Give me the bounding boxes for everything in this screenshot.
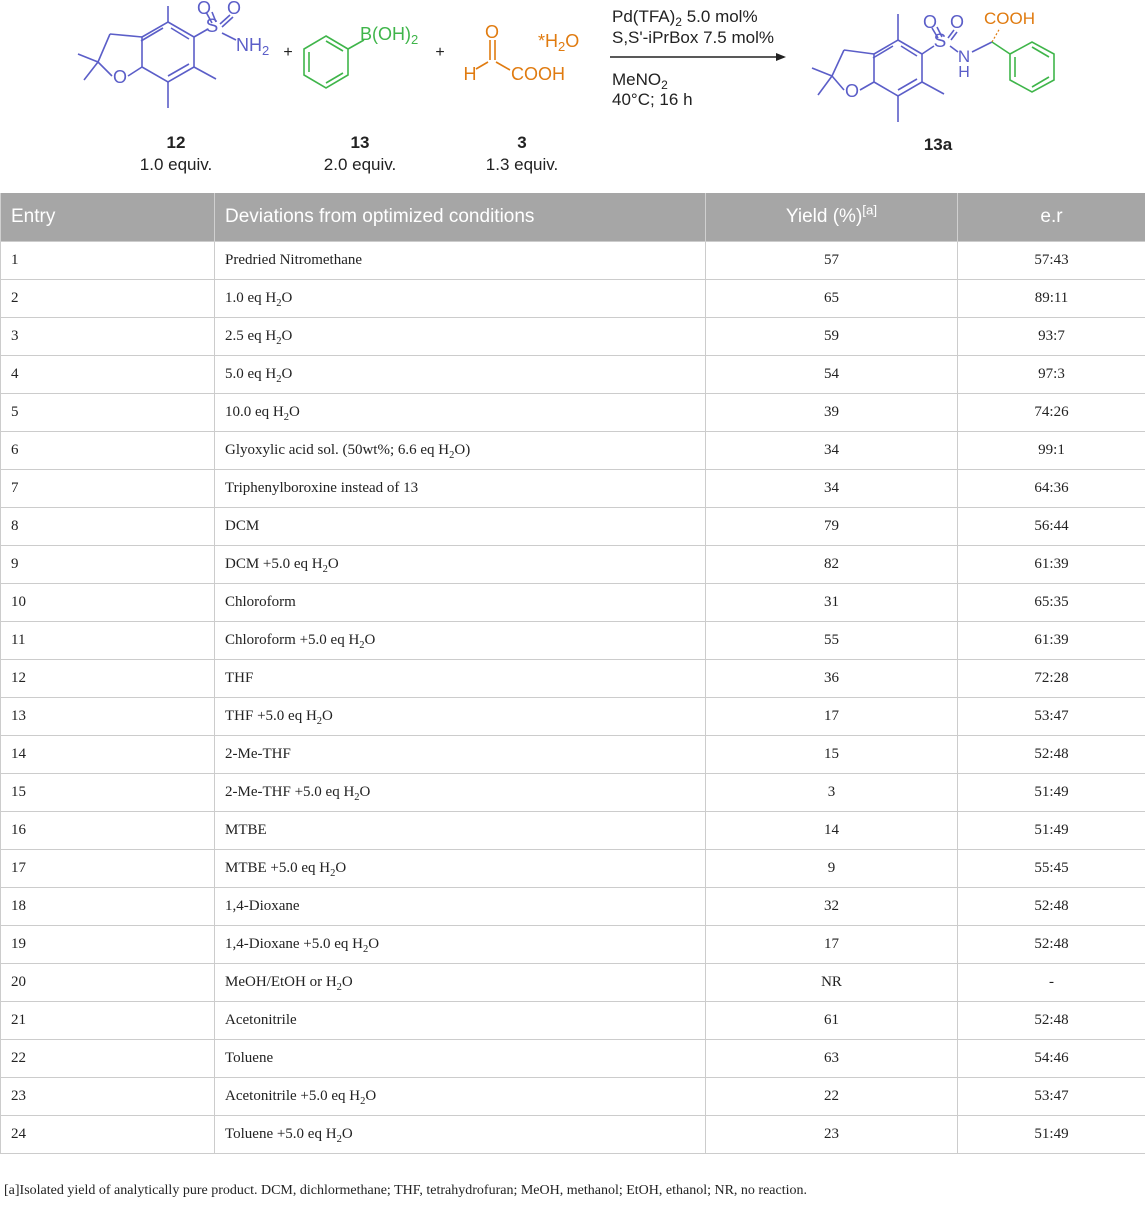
table-row (1, 964, 1145, 1002)
table-row (1, 508, 1145, 546)
cell-er: 54:46 (958, 1040, 1145, 1078)
cell-deviation: Chloroform (215, 584, 706, 622)
plus-sign-2: + (435, 44, 445, 61)
cell-er: 57:43 (958, 242, 1145, 280)
cell-yield: 59 (706, 318, 958, 356)
cell-yield: 17 (706, 926, 958, 964)
product-ring-oxygen: O (844, 81, 860, 101)
cell-deviation: 1,4-Dioxane (215, 888, 706, 926)
cell-yield: 61 (706, 1002, 958, 1040)
compound-3-structure (476, 40, 510, 70)
table-row (1, 394, 1145, 432)
cell-entry: 21 (1, 1002, 215, 1040)
reaction-scheme-drawing (0, 0, 1145, 190)
cell-deviation: 1.0 eq $H_2O$ (215, 280, 706, 318)
cell-yield: 55 (706, 622, 958, 660)
cell-yield: 82 (706, 546, 958, 584)
conditions-table (0, 193, 1145, 1154)
product-oxygen-1: O (922, 12, 938, 32)
cell-entry: 12 (1, 660, 215, 698)
cell-entry: 8 (1, 508, 215, 546)
compound-13-structure (304, 36, 364, 88)
cell-yield: 39 (706, 394, 958, 432)
product-carboxyl: COOH (984, 9, 1035, 28)
table-body (1, 242, 1145, 1154)
cell-er: 53:47 (958, 698, 1145, 736)
table-row (1, 1078, 1145, 1116)
compound-3-label: 3 (517, 133, 527, 152)
cell-yield: 32 (706, 888, 958, 926)
table-row (1, 318, 1145, 356)
condition-ligand: S,S'-iPrBox 7.5 mol% (612, 28, 774, 47)
cell-yield: 22 (706, 1078, 958, 1116)
compound-3-equiv: 1.3 equiv. (485, 155, 559, 174)
cell-entry: 22 (1, 1040, 215, 1078)
product-phenyl-ring (1010, 42, 1054, 92)
cell-entry: 20 (1, 964, 215, 1002)
table-row (1, 812, 1145, 850)
compound-12-oxygen-top: O (196, 0, 212, 18)
table-row (1, 736, 1145, 774)
cell-yield: 65 (706, 280, 958, 318)
cell-entry: 17 (1, 850, 215, 888)
cell-er: 52:48 (958, 736, 1145, 774)
compound-12-ring-oxygen: O (112, 67, 128, 87)
reaction-arrow (610, 53, 786, 61)
cell-yield: 31 (706, 584, 958, 622)
plus-sign-1: + (283, 44, 293, 61)
cell-deviation: MeOH/EtOH or $H_2O$ (215, 964, 706, 1002)
cell-entry: 18 (1, 888, 215, 926)
cell-er: 74:26 (958, 394, 1145, 432)
header-yield: Yield (%)[a] (706, 193, 958, 242)
cell-deviation: THF +5.0 eq $H_2O$ (215, 698, 706, 736)
cell-yield: 23 (706, 1116, 958, 1154)
cell-deviation: Acetonitrile (215, 1002, 706, 1040)
cell-deviation: DCM +5.0 eq $H_2O$ (215, 546, 706, 584)
cell-er: 99:1 (958, 432, 1145, 470)
cell-entry: 9 (1, 546, 215, 584)
table-footnote: [a]Isolated yield of analytically pure product. DCM, dichlormethane; THF, tetrahydrofuran; MeOH, methanol; EtOH, ethanol; NR, no reaction. (4, 1183, 808, 1198)
table-row (1, 432, 1145, 470)
cell-deviation: 2-Me-THF (215, 736, 706, 774)
cell-deviation: 2.5 eq $H_2O$ (215, 318, 706, 356)
cell-deviation: 10.0 eq $H_2O$ (215, 394, 706, 432)
header-entry: Entry (1, 193, 215, 242)
cell-deviation: Chloroform +5.0 eq $H_2O$ (215, 622, 706, 660)
compound-3-carboxyl: COOH (511, 64, 565, 84)
table-row (1, 1116, 1145, 1154)
table-row (1, 888, 1145, 926)
table-row (1, 356, 1145, 394)
cell-er: 51:49 (958, 812, 1145, 850)
cell-er: 61:39 (958, 622, 1145, 660)
compound-12-amine: $NH_2$ (236, 35, 270, 58)
cell-yield: 54 (706, 356, 958, 394)
condition-temperature-time: 40°C; 16 h (612, 90, 693, 109)
table-row (1, 242, 1145, 280)
table-row (1, 470, 1145, 508)
cell-yield: NR (706, 964, 958, 1002)
compound-12-sulfur: S (205, 16, 219, 37)
table-row (1, 926, 1145, 964)
cell-er: 56:44 (958, 508, 1145, 546)
cell-yield: 3 (706, 774, 958, 812)
table-row (1, 622, 1145, 660)
cell-entry: 15 (1, 774, 215, 812)
cell-er: 72:28 (958, 660, 1145, 698)
cell-yield: 15 (706, 736, 958, 774)
cell-entry: 3 (1, 318, 215, 356)
cell-yield: 79 (706, 508, 958, 546)
cell-entry: 6 (1, 432, 215, 470)
table-row (1, 546, 1145, 584)
cell-yield: 57 (706, 242, 958, 280)
cell-yield: 17 (706, 698, 958, 736)
cell-deviation: MTBE +5.0 eq $H_2O$ (215, 850, 706, 888)
table-row (1, 774, 1145, 812)
product-stereocenter (972, 28, 1010, 54)
cell-yield: 36 (706, 660, 958, 698)
cell-entry: 5 (1, 394, 215, 432)
cell-entry: 11 (1, 622, 215, 660)
cell-yield: 9 (706, 850, 958, 888)
cell-entry: 4 (1, 356, 215, 394)
table-row (1, 850, 1145, 888)
product-sulfur: S (933, 31, 947, 52)
product-nitrogen: N (957, 47, 971, 66)
cell-yield: 34 (706, 432, 958, 470)
header-deviations: Deviations from optimized conditions (215, 193, 706, 242)
compound-3-hydrogen: H (463, 64, 477, 84)
cell-er: 55:45 (958, 850, 1145, 888)
compound-3-oxygen: O (484, 22, 500, 42)
table-row (1, 660, 1145, 698)
cell-deviation: Glyoxylic acid sol. (50wt%; 6.6 eq $H_2O$) (215, 432, 706, 470)
cell-yield: 14 (706, 812, 958, 850)
cell-deviation: Triphenylboroxine instead of 13 (215, 470, 706, 508)
cell-entry: 7 (1, 470, 215, 508)
cell-deviation: 2-Me-THF +5.0 eq $H_2O$ (215, 774, 706, 812)
cell-er: 64:36 (958, 470, 1145, 508)
product-nh-hydrogen: H (958, 64, 970, 81)
cell-deviation: Toluene +5.0 eq $H_2O$ (215, 1116, 706, 1154)
cell-deviation: DCM (215, 508, 706, 546)
cell-yield: 34 (706, 470, 958, 508)
cell-deviation: 5.0 eq $H_2O$ (215, 356, 706, 394)
product-oxygen-2: O (949, 12, 965, 32)
cell-entry: 23 (1, 1078, 215, 1116)
cell-entry: 2 (1, 280, 215, 318)
compound-13-boronic-acid: $B(OH)_2$ (360, 24, 419, 47)
table-row (1, 1002, 1145, 1040)
reaction-scheme (0, 0, 1145, 190)
condition-solvent: MeNO$_2$ (612, 70, 668, 92)
cell-er: 51:49 (958, 774, 1145, 812)
cell-deviation: THF (215, 660, 706, 698)
table-header-row (1, 193, 1145, 242)
compound-13-label: 13 (350, 133, 370, 152)
cell-deviation: 1,4-Dioxane +5.0 eq $H_2O$ (215, 926, 706, 964)
compound-12-oxygen-right: O (226, 0, 242, 18)
cell-er: 52:48 (958, 1002, 1145, 1040)
cell-er: 89:11 (958, 280, 1145, 318)
cell-er: 61:39 (958, 546, 1145, 584)
cell-er: 52:48 (958, 926, 1145, 964)
cell-er: 52:48 (958, 888, 1145, 926)
compound-3-hydrate: $*H_2O$ (538, 31, 580, 54)
cell-er: 51:49 (958, 1116, 1145, 1154)
cell-er: 65:35 (958, 584, 1145, 622)
cell-entry: 10 (1, 584, 215, 622)
table-row (1, 584, 1145, 622)
cell-entry: 13 (1, 698, 215, 736)
cell-entry: 1 (1, 242, 215, 280)
table-row (1, 698, 1145, 736)
cell-er: 93:7 (958, 318, 1145, 356)
condition-catalyst: $Pd(TFA)_2$ 5.0 mol% (612, 7, 758, 29)
compound-12-label: 12 (166, 133, 186, 152)
cell-er: - (958, 964, 1145, 1002)
table-row (1, 1040, 1145, 1078)
product-label: 13a (923, 135, 953, 154)
cell-entry: 16 (1, 812, 215, 850)
cell-entry: 19 (1, 926, 215, 964)
compound-13-equiv: 2.0 equiv. (323, 155, 397, 174)
cell-deviation: Toluene (215, 1040, 706, 1078)
cell-yield: 63 (706, 1040, 958, 1078)
cell-entry: 24 (1, 1116, 215, 1154)
table-row (1, 280, 1145, 318)
cell-deviation: Acetonitrile +5.0 eq $H_2O$ (215, 1078, 706, 1116)
cell-deviation: Predried Nitromethane (215, 242, 706, 280)
compound-12-equiv: 1.0 equiv. (139, 155, 213, 174)
cell-er: 97:3 (958, 356, 1145, 394)
cell-deviation: MTBE (215, 812, 706, 850)
cell-er: 53:47 (958, 1078, 1145, 1116)
header-er: e.r (958, 193, 1145, 242)
cell-entry: 14 (1, 736, 215, 774)
